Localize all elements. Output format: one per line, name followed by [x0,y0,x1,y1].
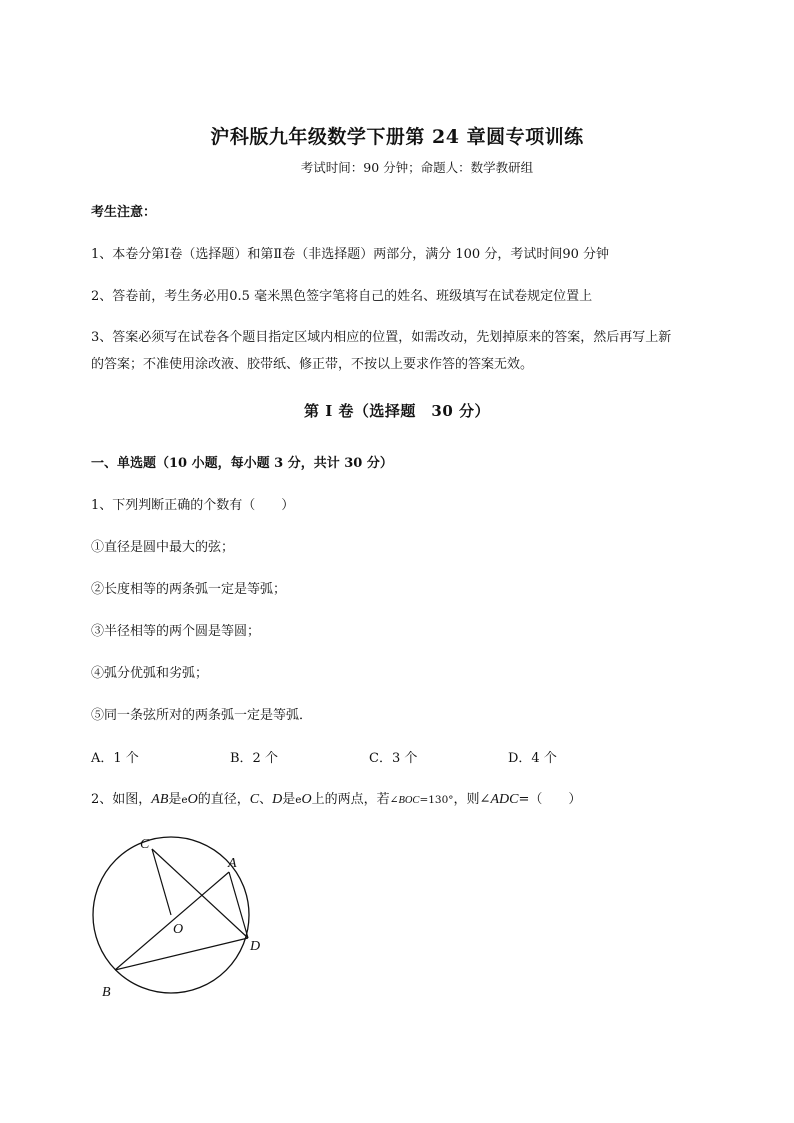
q2-text-2: 是 [168,792,182,807]
angle-symbol-2: ∠ [479,792,491,807]
question-1-option-b: B．2 个 [230,751,278,766]
q2-text-3: 的直径， [197,792,250,807]
label-o: O [173,922,184,937]
q2-text-6: 上的两点，若 [311,792,390,807]
q2-var-o-1: O [187,792,198,807]
q2-var-boc: BOC [398,795,420,806]
question-1-statement-2: ②长度相等的两条弧一定是等弧； [91,582,287,597]
q2-var-d: D [272,792,283,807]
circle-symbol-2: e [295,794,302,806]
exam-info: 考试时间：90 分钟；命题人：数学教研组 [300,160,534,175]
q2-text-1: 2、如图， [91,792,152,807]
notice-item-1: 1、本卷分第I卷（选择题）和第Ⅱ卷（非选择题）两部分，满分 100 分，考试时间90 分钟 [91,247,609,262]
label-c: C [140,837,150,852]
q2-text-5: 是 [282,792,296,807]
chord-bd [115,938,248,970]
question-1-statement-4: ④弧分优弧和劣弧； [91,666,209,681]
q2-text-8: =（ ） [518,792,582,807]
chord-ad [229,872,248,938]
q2-text-7: ，则 [453,792,480,807]
q2-var-c: C [249,792,260,807]
question-1-stem: 1、下列判断正确的个数有（ ） [91,498,295,513]
label-a: A [228,856,237,871]
part-heading: 一、单选题（10 小题，每小题 3 分，共计 30 分） [91,456,393,471]
question-1-statement-3: ③半径相等的两个圆是等圆； [91,624,261,639]
page-title: 沪科版九年级数学下册第 24 章圆专项训练 [210,126,584,148]
q2-text-4: 、 [259,792,273,807]
question-1-option-a: A．1 个 [91,751,139,766]
q2-var-o-2: O [301,792,312,807]
circle-symbol-1: e [181,794,188,806]
question-1-option-d: D．4 个 [508,751,557,766]
label-d: D [250,939,261,954]
question-1-statement-1: ①直径是圆中最大的弦； [91,540,235,555]
question-1-option-c: C．3 个 [369,751,418,766]
notice-item-3-line-2: 的答案；不准使用涂改液、胶带纸、修正带，不按以上要求作答的答案无效。 [91,357,534,372]
notice-item-2: 2、答卷前，考生务必用0.5 毫米黑色签字笔将自己的姓名、班级填写在试卷规定位置上 [91,289,593,304]
question-1-statement-5: ⑤同一条弦所对的两条弧一定是等弧． [91,708,313,723]
radius-oc [152,849,171,915]
q2-var-ab: AB [151,792,169,807]
notice-item-3-line-1: 3、答案必须写在试卷各个题目指定区域内相应的位置，如需改动，先划掉原来的答案，然后再写上新 [91,330,672,345]
q2-angle-value: =130° [419,794,454,806]
label-b: B [102,985,111,1000]
diameter-ab [115,872,229,970]
section-title: 第 I 卷（选择题 30 分） [303,402,491,420]
angle-symbol-1: ∠ [389,794,399,806]
q2-var-adc: ADC [490,792,519,807]
notice-heading: 考生注意： [91,205,157,220]
question-2-stem [91,788,581,808]
circle-figure [80,825,280,1015]
